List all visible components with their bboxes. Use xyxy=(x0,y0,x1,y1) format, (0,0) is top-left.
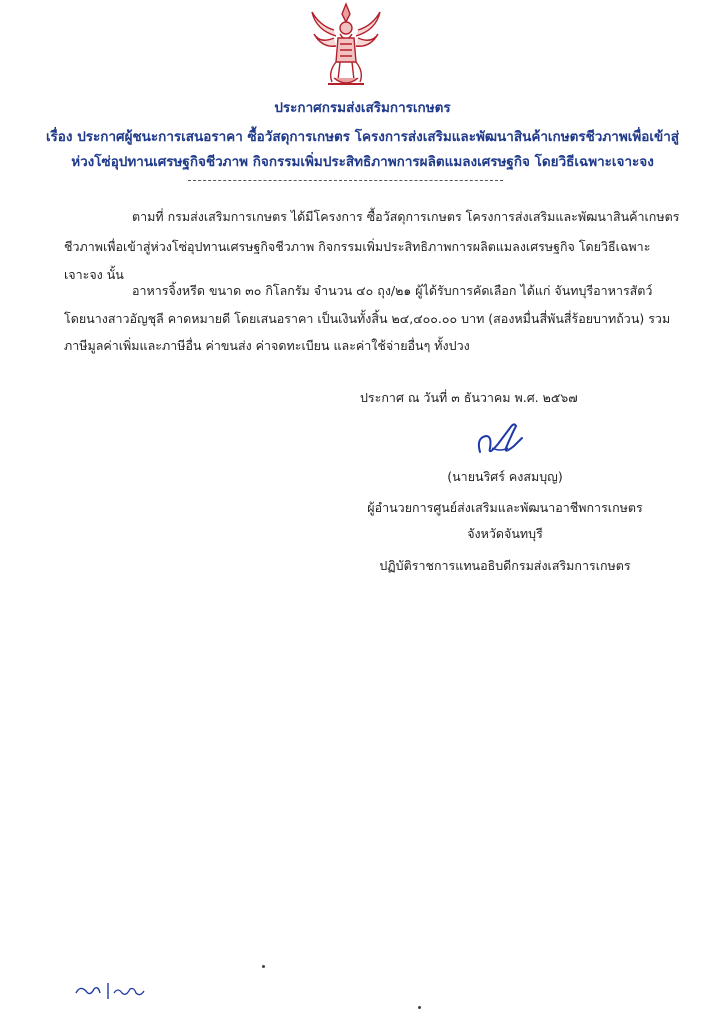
para2-line1: อาหารจิ้งหรีด ขนาด ๓๐ กิโลกรัม จำนวน ๔๐ ถุง/๒๑ ผู้ได้รับการคัดเลือก ได้แก่ จันทบุรีอาหารสัตว์ xyxy=(132,283,653,298)
subject-line-2: ห่วงโซ่อุปทานเศรษฐกิจชีวภาพ กิจกรรมเพิ่มประสิทธิภาพการผลิตแมลงเศรษฐกิจ โดยวิธีเฉพาะเจาะจง xyxy=(71,154,654,170)
signatory-name: (นายนริศร์ คงสมบุญ) xyxy=(447,469,563,484)
signature-icon xyxy=(470,418,530,460)
signatory-position-2: จังหวัดจันทบุรี xyxy=(467,526,543,541)
subject-line-1: เรื่อง ประกาศผู้ชนะการเสนอราคา ซื้อวัสดุการเกษตร โครงการส่งเสริมและพัฒนาสินค้าเกษตรชีวภาพเพื่อเข้าสู่ xyxy=(45,129,680,145)
para1-line3: เจาะจง นั้น xyxy=(64,267,124,282)
speck xyxy=(262,965,265,968)
para2-line2: โดยนางสาวอัญชุลี คาดหมายดี โดยเสนอราคา เป็นเงินทั้งสิ้น ๒๔,๔๐๐.๐๐ บาท (สองหมื่นสี่พันสี่ร้อยบาทถ้วน) รวม xyxy=(64,311,671,326)
announcement-date: ประกาศ ณ วันที่ ๓ ธันวาคม พ.ศ. ๒๕๖๗ xyxy=(360,390,578,405)
handwritten-footnote xyxy=(72,979,152,1001)
para2-line3: ภาษีมูลค่าเพิ่มและภาษีอื่น ค่าขนส่ง ค่าจดทะเบียน และค่าใช้จ่ายอื่นๆ ทั้งปวง xyxy=(64,338,470,353)
speck xyxy=(418,1006,421,1009)
signatory-position-1: ผู้อำนวยการศูนย์ส่งเสริมและพัฒนาอาชีพการเกษตร xyxy=(367,500,643,515)
agency-heading: ประกาศกรมส่งเสริมการเกษตร xyxy=(274,100,451,116)
divider xyxy=(188,180,503,181)
signatory-position-3: ปฏิบัติราชการแทนอธิบดีกรมส่งเสริมการเกษตร xyxy=(379,558,631,573)
para1-line1: ตามที่ กรมส่งเสริมการเกษตร ได้มีโครงการ ซื้อวัสดุการเกษตร โครงการส่งเสริมและพัฒนาสินค้าเกษตร xyxy=(132,209,680,224)
garuda-emblem-icon xyxy=(306,0,386,90)
para1-line2: ชีวภาพเพื่อเข้าสู่ห่วงโซ่อุปทานเศรษฐกิจชีวภาพ กิจกรรมเพิ่มประสิทธิภาพการผลิตแมลงเศรษฐกิจ โดยวิธีเฉพาะ xyxy=(64,239,651,254)
